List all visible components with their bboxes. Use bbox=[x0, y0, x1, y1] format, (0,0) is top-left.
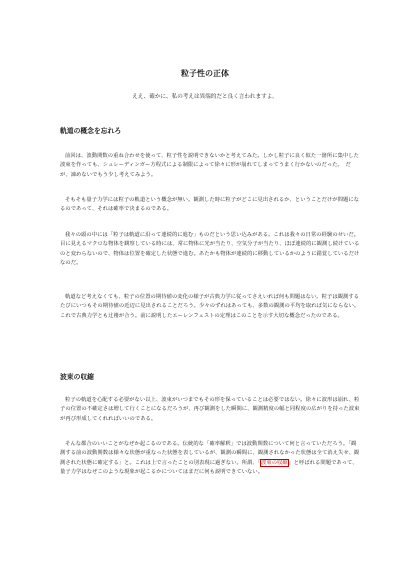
paragraph-text: 我々の頭の中には「粒子は軌道に沿って連続的に進む」ものだという思い込みがある。これは我々の日常の経験のせいだ。目に見えるマクロな物体を観察している時には、常に物体に光が当たり、空気分子が当たり、ほぼ連続的に観測し続けているのと変わらないので、物体は位置を確定した状態で進む。あたかも物体が連続的に移動しているかのように錯覚しているだけなのだ。 bbox=[60, 232, 360, 267]
paragraph-2 bbox=[60, 196, 360, 215]
page-title: 粒子性の正体 bbox=[181, 69, 229, 78]
paragraph-text: そもそも量子力学には粒子の軌道という概念が無い。観測した時に粒子がどこに見出されるか、ということだけが問題になるのであって、それは確率で決まるのである。 bbox=[60, 197, 360, 213]
page-subtitle: ええ、確かに、私の考えは異端的だと良く言われますよ。 bbox=[132, 94, 278, 100]
paragraph-5 bbox=[60, 396, 360, 424]
paragraph-text: 粒子の軌道を心配する必要がない以上、波束がいつまでもその形を保っていることは必要ではない。徐々に波形は崩れ、粒子の位置の不確定さは増して行くことになるだろうが、再び観測をした瞬間に、観測精度の幅と同程度の広がりを持った波束が再び形成してくれればいいのである。 bbox=[60, 397, 360, 422]
paragraph-text: 前回は、波動関数の重ね合わせを使って、粒子性を説明できないかと考えてみた。しかし粒子に良く似た一箇所に集中した波束を作っても、シュレーディンガー方程式による制限によって徐々に形が崩れてしまってうまく行かないのだった。 だが、諦めないでもう少し考えてみよう。 bbox=[60, 153, 359, 178]
paragraph-text: 軌道など考えなくても、粒子の位置の期待値の変化の様子が古典力学に従ってさえいれば何も問題はない。粒子は観測するたびにいつもその期待値の近辺に見出されることだろう。少々のずれはあっても、多数の観測の平均を取れば気にならない。これで古典力学とも辻褄が合う。前に説明したエーレンフェストの定理はこのことを示す大切な概念だったのである。 bbox=[60, 294, 360, 319]
section-heading-orbit: 軌道の概念を忘れろ bbox=[60, 127, 122, 135]
paragraph-1 bbox=[60, 152, 360, 180]
paragraph-text bbox=[60, 440, 360, 478]
paragraph-text-before: そんな都合のいいことがなぜか起こるのである。伝統的な「確率解釈」では波動関数について何と言っていただろう。「観測する前の波動関数は様々な状態が重なった状態を表しているが、観測の瞬間に、観測されなかった状態は全て消え失せ、観測された状態に確定する」と。これは上で言ったことの別表現に過ぎない。所謂、「 bbox=[60, 441, 360, 466]
paragraph-3 bbox=[60, 231, 360, 269]
paragraph-6 bbox=[60, 440, 360, 478]
highlighted-term: 波束の収縮 bbox=[261, 459, 288, 466]
paragraph-text-after: 」と呼ばれる問題であって、量子力学はなぜこのような現象が起こるかについてはまだに何も説明できていない。 bbox=[60, 459, 358, 476]
section-heading-collapse: 波束の収縮 bbox=[60, 373, 94, 381]
paragraph-4 bbox=[60, 293, 360, 321]
